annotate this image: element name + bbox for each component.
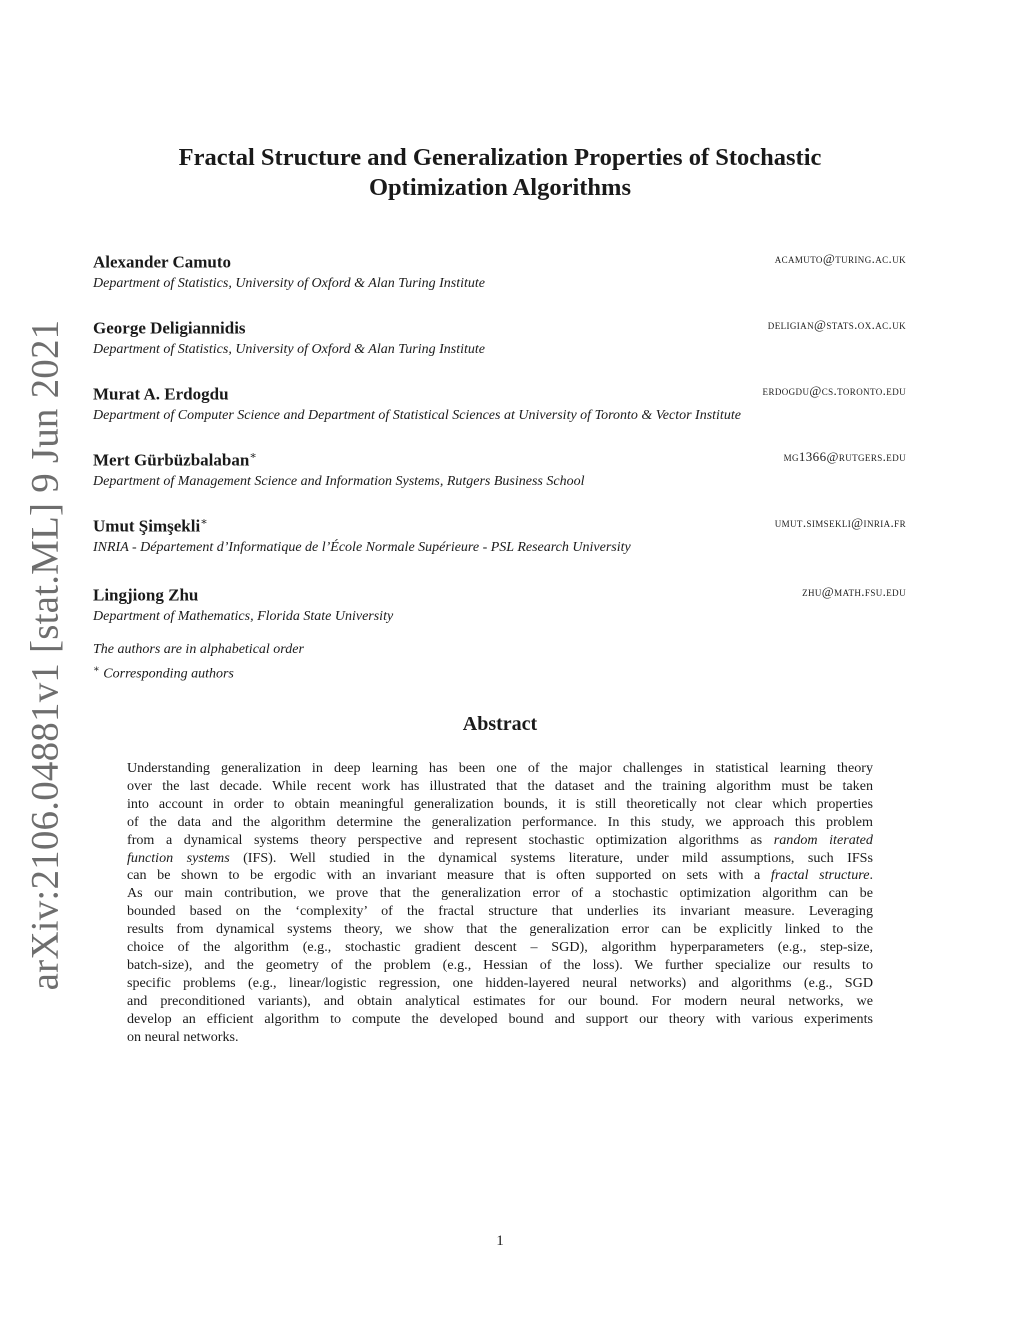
- author-block-gurbuzbalaban: [93, 446, 906, 491]
- author-block-simsekli: [93, 512, 906, 557]
- author-email[interactable]: zhu@math.fsu.edu: [802, 584, 906, 599]
- author-affiliation: Department of Mathematics, Florida State University: [93, 608, 394, 624]
- author-name: George Deligiannidis: [93, 318, 246, 338]
- author-name: Mert Gürbüzbalaban∗: [93, 450, 257, 470]
- paper-title-line-1: Fractal Structure and Generalization Properties of Stochastic: [178, 144, 822, 171]
- abstract-line: As our main contribution, we prove that the generalization error of a stochastic optimization algorithm can be: [127, 885, 873, 902]
- paper-title-line-2: Optimization Algorithms: [368, 174, 631, 201]
- abstract-line: can be shown to be ergodic with an invariant measure that is often supported on sets with a fractal structure.: [127, 867, 873, 884]
- abstract-line: develop an efficient algorithm to compute the developed bound and support our theory with various experiments: [127, 1010, 873, 1027]
- abstract-line: Understanding generalization in deep learning has been one of the major challenges in statistical learning theory: [127, 760, 873, 776]
- abstract-line: of the data and the algorithm determine the generalization performance. In this study, we approach this problem: [127, 813, 873, 830]
- page-number: 1: [496, 1233, 504, 1249]
- author-affiliation: Department of Statistics, University of Oxford & Alan Turing Institute: [93, 341, 485, 357]
- author-affiliation: Department of Computer Science and Department of Statistical Sciences at University of Toronto & Vector Institute: [93, 407, 741, 423]
- author-name: Umut Şimşekli∗: [93, 516, 208, 536]
- abstract-body: [127, 760, 873, 1047]
- abstract-line: and preconditioned variants), and obtain analytical estimates for our bound. For modern neural networks, we: [127, 992, 873, 1009]
- author-affiliation: Department of Management Science and Information Systems, Rutgers Business School: [93, 473, 585, 489]
- corresponding-authors-note: ∗ Corresponding authors: [93, 664, 234, 682]
- abstract-line: function systems (IFS). Well studied in the dynamical systems literature, under mild assumptions, such IFSs: [127, 849, 873, 866]
- abstract-line: on neural networks.: [127, 1028, 239, 1045]
- author-email[interactable]: mg1366@rutgers.edu: [783, 449, 906, 464]
- author-name: Alexander Camuto: [93, 252, 232, 272]
- author-block-zhu: [93, 581, 906, 626]
- abstract-line: over the last decade. While recent work has illustrated that the dataset and the training algorithm must be taken: [127, 777, 873, 794]
- author-notes: [93, 640, 304, 685]
- alphabetical-order-note: The authors are in alphabetical order: [93, 642, 304, 657]
- abstract-line: specific problems (e.g., linear/logistic regression, one hidden-layered neural networks) and algorithms (e.g., SGD: [127, 974, 873, 991]
- emphasis-term: function systems: [127, 849, 230, 866]
- abstract-heading: Abstract: [462, 713, 538, 735]
- abstract-line: into account in order to obtain meaningful generalization bounds, it is still theoretically not clear which properties: [127, 795, 873, 812]
- emphasis-term: fractal structure: [770, 867, 870, 884]
- corresponding-marker: ∗: [200, 516, 208, 528]
- author-affiliation: Department of Statistics, University of Oxford & Alan Turing Institute: [93, 275, 485, 291]
- abstract-line: choice of the algorithm (e.g., stochastic gradient descent – SGD), algorithm hyperparameters (e.g., step-size,: [127, 939, 873, 956]
- author-affiliation: INRIA - Département d’Informatique de l’École Normale Supérieure - PSL Research University: [93, 539, 631, 555]
- author-name: Murat A. Erdogdu: [93, 384, 229, 404]
- arxiv-identifier-stamp: arXiv:2106.04881v1 [stat.ML] 9 Jun 2021: [23, 319, 67, 991]
- paper-title: [130, 143, 870, 203]
- emphasis-term: random iterated: [773, 831, 873, 848]
- author-block-erdogdu: [93, 380, 906, 425]
- abstract-line: bounded based on the ‘complexity’ of the fractal structure that underlies its invariant measure. Leveraging: [127, 903, 873, 920]
- author-block-camuto: [93, 248, 906, 293]
- author-email[interactable]: acamuto@turing.ac.uk: [774, 251, 906, 266]
- author-name: Lingjiong Zhu: [93, 585, 199, 605]
- abstract-line: from a dynamical systems theory perspective and represent stochastic optimization algorithms as random iterated: [127, 831, 873, 848]
- author-block-deligiannidis: [93, 314, 906, 359]
- corresponding-marker: ∗: [249, 450, 257, 462]
- abstract-line: batch-size), and the geometry of the problem (e.g., Hessian of the loss). We further specialize our results to: [127, 956, 873, 973]
- author-email[interactable]: erdogdu@cs.toronto.edu: [762, 383, 906, 398]
- author-email[interactable]: deligian@stats.ox.ac.uk: [767, 317, 906, 332]
- author-email[interactable]: umut.simsekli@inria.fr: [774, 515, 906, 530]
- abstract-line: results from dynamical systems theory, we show that the generalization error can be explicitly linked to the: [127, 921, 873, 938]
